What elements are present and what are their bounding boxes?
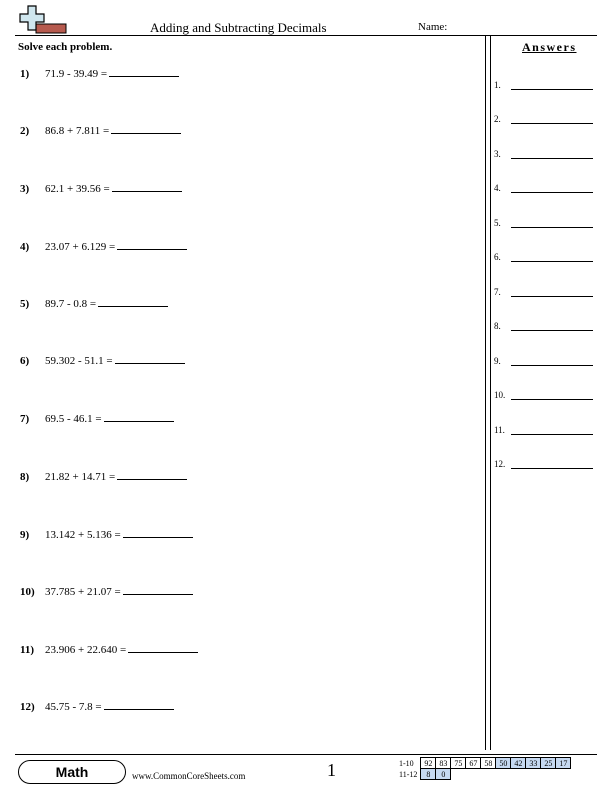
answer-blank[interactable] (109, 66, 179, 77)
answer-label: 7. (494, 287, 501, 297)
answer-line[interactable] (511, 89, 593, 90)
problem-11 (20, 642, 198, 656)
problem-2 (20, 123, 181, 137)
answer-blank[interactable] (123, 527, 193, 538)
answer-blank[interactable] (111, 123, 181, 134)
problem-6 (20, 353, 185, 367)
answer-label: 4. (494, 183, 501, 193)
problem-number: 10) (20, 586, 35, 598)
score-row-label: 11-12 (399, 769, 418, 779)
score-cell: 17 (556, 758, 571, 769)
answer-slot-8[interactable] (494, 321, 594, 331)
answer-line[interactable] (511, 158, 593, 159)
problem-expression: 13.142 + 5.136 = (45, 529, 121, 541)
score-cell: 75 (451, 758, 466, 769)
answer-slot-6[interactable] (494, 252, 594, 262)
answer-blank[interactable] (112, 181, 182, 192)
problem-expression: 45.75 - 7.8 = (45, 701, 102, 713)
problem-number: 12) (20, 701, 35, 713)
answer-slot-12[interactable] (494, 459, 594, 469)
problem-number: 11) (20, 644, 35, 656)
answer-label: 3. (494, 149, 501, 159)
answer-slot-5[interactable] (494, 218, 594, 228)
problem-5 (20, 296, 168, 310)
answer-blank[interactable] (117, 239, 187, 250)
answer-blank[interactable] (115, 353, 185, 364)
problem-expression: 89.7 - 0.8 = (45, 298, 97, 310)
plus-minus-logo-icon (16, 4, 68, 36)
problem-number: 1) (20, 68, 30, 80)
score-cell: 33 (526, 758, 541, 769)
score-cell: 8 (421, 769, 436, 780)
score-row (397, 758, 571, 769)
answer-blank[interactable] (98, 296, 168, 307)
problem-number: 6) (20, 355, 30, 367)
answer-line[interactable] (511, 227, 593, 228)
answer-label: 12. (494, 459, 506, 469)
problem-8 (20, 469, 187, 483)
answer-slot-7[interactable] (494, 287, 594, 297)
problem-expression: 23.07 + 6.129 = (45, 241, 116, 253)
problem-expression: 37.785 + 21.07 = (45, 586, 121, 598)
problem-number: 4) (20, 241, 30, 253)
problem-expression: 23.906 + 22.640 = (45, 644, 127, 656)
score-cell: 67 (466, 758, 481, 769)
name-label: Name: (418, 21, 448, 33)
answer-line[interactable] (511, 261, 593, 262)
website-url: www.CommonCoreSheets.com (132, 771, 246, 781)
answer-blank[interactable] (104, 699, 174, 710)
score-cell: 92 (421, 758, 436, 769)
score-cell: 25 (541, 758, 556, 769)
answer-slot-4[interactable] (494, 183, 594, 193)
answer-label: 9. (494, 356, 501, 366)
problem-number: 2) (20, 125, 30, 137)
problem-9 (20, 527, 193, 541)
answer-slot-9[interactable] (494, 356, 594, 366)
answer-blank[interactable] (104, 411, 174, 422)
score-cell: 58 (481, 758, 496, 769)
answer-label: 5. (494, 218, 501, 228)
problem-expression: 59.302 - 51.1 = (45, 355, 113, 367)
problem-expression: 21.82 + 14.71 = (45, 471, 116, 483)
answer-slot-1[interactable] (494, 80, 594, 90)
score-cell: 42 (511, 758, 526, 769)
answer-line[interactable] (511, 123, 593, 124)
answer-line[interactable] (511, 330, 593, 331)
answer-slot-3[interactable] (494, 149, 594, 159)
page-number: 1 (327, 760, 336, 780)
answer-label: 8. (494, 321, 501, 331)
answer-line[interactable] (511, 399, 593, 400)
answer-line[interactable] (511, 468, 593, 469)
answer-blank[interactable] (117, 469, 187, 480)
header-divider (15, 35, 597, 36)
problem-number: 7) (20, 413, 30, 425)
score-cell: 83 (436, 758, 451, 769)
problem-12 (20, 699, 174, 713)
score-cell: 0 (436, 769, 451, 780)
score-row-label: 1-10 (399, 758, 414, 768)
problem-number: 9) (20, 529, 30, 541)
answer-line[interactable] (511, 365, 593, 366)
answer-label: 11. (494, 425, 505, 435)
score-table (397, 757, 571, 780)
answer-label: 2. (494, 114, 501, 124)
problem-7 (20, 411, 174, 425)
score-row (397, 769, 571, 780)
answer-blank[interactable] (123, 584, 193, 595)
problem-1 (20, 66, 179, 80)
answer-slot-11[interactable] (494, 425, 594, 435)
answer-line[interactable] (511, 296, 593, 297)
answer-label: 1. (494, 80, 501, 90)
answers-title: Answers (522, 40, 577, 54)
problem-expression: 71.9 - 39.49 = (45, 68, 108, 80)
answer-slot-10[interactable] (494, 390, 594, 400)
answer-line[interactable] (511, 192, 593, 193)
problem-4 (20, 239, 187, 253)
problem-number: 3) (20, 183, 30, 195)
answer-label: 6. (494, 252, 501, 262)
answer-label: 10. (494, 390, 506, 400)
problem-expression: 69.5 - 46.1 = (45, 413, 102, 425)
instructions: Solve each problem. (18, 41, 113, 53)
problem-3 (20, 181, 182, 195)
problem-expression: 86.8 + 7.811 = (45, 125, 110, 137)
problem-number: 5) (20, 298, 30, 310)
subject-badge: Math (18, 760, 126, 784)
problem-expression: 62.1 + 39.56 = (45, 183, 110, 195)
answer-slot-2[interactable] (494, 114, 594, 124)
column-divider (485, 36, 491, 750)
problem-10 (20, 584, 193, 598)
score-cell: 50 (496, 758, 511, 769)
problem-number: 8) (20, 471, 30, 483)
answer-line[interactable] (511, 434, 593, 435)
worksheet-title: Adding and Subtracting Decimals (150, 20, 327, 35)
footer-divider (15, 754, 597, 755)
answer-blank[interactable] (128, 642, 198, 653)
